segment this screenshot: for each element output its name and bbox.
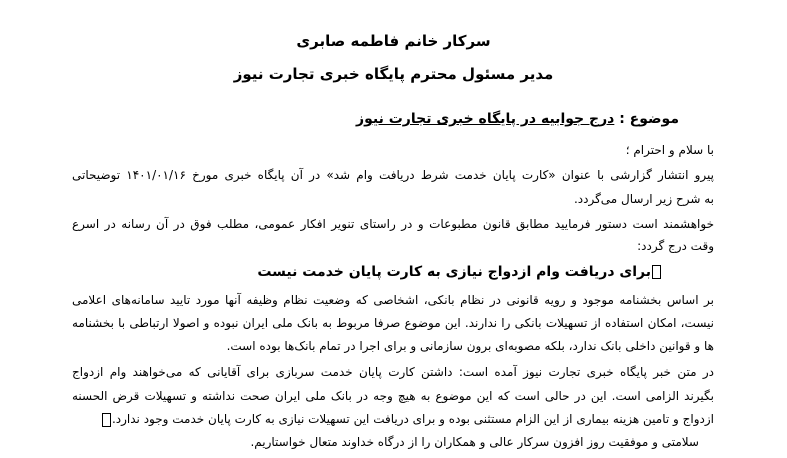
para2-line-2: بگیرند الزامی است. این در حالی است که این موضوع به هیچ وجه در بانک ملی ایران صحت نداشته و تسهیلات قرض الحسنه <box>72 389 714 403</box>
para2-line-3 <box>101 411 714 428</box>
para2-line-1: در متن خبر پایگاه خبری تجارت نیوز آمده است: داشتن کارت پایان خدمت سربازی برای آقایانی که می‌خواهند وام ازدواج <box>72 365 714 379</box>
closing-line: سلامتی و موفقیت روز افزون سرکار عالی و همکاران را از درگاه خداوند متعال خواستاریم. <box>250 435 699 449</box>
greeting: با سلام و احترام ؛ <box>625 143 714 157</box>
subject-text: درج جوابیه در پایگاه خبری تجارت نیوز <box>356 111 615 127</box>
para1-line-2: نیست، امکان استفاده از تسهیلات بانکی را ندارند. این موضوع صرفا مربوط به بانک ملی ایران نبوده و اصولا ارتباطی با بخشنامه <box>72 316 714 330</box>
para2-line-3-text: ازدواج و تامین هزینه بیماری از این الزام مستثنی بوده و برای دریافت این تسهیلات نیازی به کارت پایان خدمت وجود ندارد. <box>111 412 714 426</box>
para1-line-3: ها و قوانین داخلی بانک ندارد، بلکه مصوبه‌ای برون سازمانی و برای اجرا در تمام بانک‌ها بوده است. <box>226 339 714 353</box>
intro-line-2: به شرح زیر ارسال می‌گردد. <box>573 192 714 206</box>
intro-line-1: پیرو انتشار گزارشی با عنوان «کارت پایان خدمت شرط دریافت وام شد» در آن پایگاه خبری مورخ ۱۴۰۱/۰۱/۱۶ توضیحاتی <box>72 168 714 182</box>
para1-line-1: بر اساس بخشنامه موجود و رویه قانونی در نظام بانکی، اشخاصی که وضعیت نظام وظیفه آنها مورد تایید سامانه‌های اعلامی <box>72 293 714 307</box>
bullet-box-icon <box>652 265 661 279</box>
headline <box>257 262 662 282</box>
end-box-icon <box>102 413 111 427</box>
subject-line <box>356 109 679 129</box>
request-line-2: وقت درج گردد: <box>637 239 714 253</box>
headline-text: برای دریافت وام ازدواج نیازی به کارت پایان خدمت نیست <box>257 264 651 280</box>
subject-label: موضوع : <box>619 111 679 127</box>
recipient-position: مدیر مسئول محترم پایگاه خبری تجارت نیوز <box>233 65 554 83</box>
request-line-1: خواهشمند است دستور فرمایید مطابق قانون مطبوعات و در راستای تنویر افکار عمومی، مطلب فوق در آن رسانه در اسرع <box>72 217 714 231</box>
recipient-name: سرکار خانم فاطمه صابری <box>296 32 491 50</box>
